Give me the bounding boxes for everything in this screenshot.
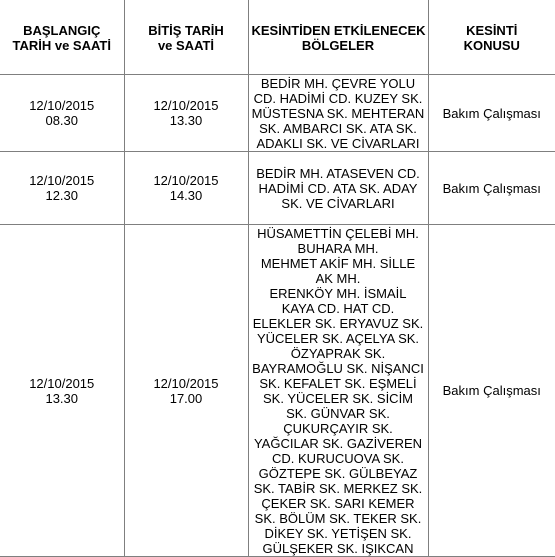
end-datetime-cell (124, 75, 248, 152)
start-datetime-cell (0, 152, 124, 225)
outage-topic-cell: Bakım Çalışması (428, 75, 555, 152)
end-time: 13.30 (169, 113, 203, 128)
start-datetime-cell (0, 225, 124, 557)
table-header-row (0, 0, 555, 75)
start-time: 13.30 (45, 390, 79, 406)
affected-regions-cell: BEDİR MH. ÇEVRE YOLU CD. HADİMİ CD. KUZEY SK. MÜSTESNA SK. MEHTERAN SK. AMBARCI SK. ATA SK. ADAKLI SK. VE CİVARLARI (248, 75, 428, 152)
header-outage-topic: KESİNTİ KONUSU (428, 0, 555, 75)
end-time: 17.00 (169, 390, 203, 406)
table-row (0, 75, 555, 152)
start-time: 08.30 (45, 113, 79, 128)
end-time: 14.30 (169, 188, 203, 203)
end-date: 12/10/2015 (153, 98, 219, 113)
end-datetime-cell (124, 225, 248, 557)
start-time: 12.30 (45, 188, 79, 203)
end-datetime-cell (124, 152, 248, 225)
header-start-datetime: BAŞLANGIÇ TARİH ve SAATİ (0, 0, 124, 75)
outage-topic-cell: Bakım Çalışması (428, 225, 555, 557)
start-date: 12/10/2015 (29, 98, 95, 113)
header-end-datetime: BİTİŞ TARİH ve SAATİ (124, 0, 248, 75)
table-row (0, 225, 555, 557)
start-datetime-cell (0, 75, 124, 152)
outage-topic-cell: Bakım Çalışması (428, 152, 555, 225)
start-date: 12/10/2015 (29, 173, 95, 188)
header-affected-regions: KESİNTİDEN ETKİLENECEK BÖLGELER (248, 0, 428, 75)
end-date: 12/10/2015 (153, 375, 219, 391)
table-row (0, 152, 555, 225)
end-date: 12/10/2015 (153, 173, 219, 188)
start-date: 12/10/2015 (29, 375, 95, 391)
affected-regions-cell: BEDİR MH. ATASEVEN CD. HADİMİ CD. ATA SK. ADAY SK. VE CİVARLARI (248, 152, 428, 225)
affected-regions-cell: HÜSAMETTİN ÇELEBİ MH. BUHARA MH. MEHMET AKİF MH. SİLLE AK MH. ERENKÖY MH. İSMAİL KAYA CD. HAT CD. ELEKLER SK. ERYAVUZ SK. YÜCELER SK. AÇELYA SK. ÖZYAPRAK SK. BAYRAMOĞLU SK. NİŞANCI SK. KEFALET SK. EŞMELİ SK. YÜCELER SK. SİCİM SK. GÜNVAR SK. ÇUKURÇAYIR SK. YAĞCILAR SK. GAZİVEREN CD. KURUCUOVA SK. GÖZTEPE SK. GÜLBEYAZ SK. TABİR SK. MERKEZ SK. ÇEKER SK. SARI KEMER SK. BÖLÜM SK. TEKER SK. DİKEY SK. YETİŞEN SK. GÜLŞEKER SK. IŞIKCAN (248, 225, 428, 557)
